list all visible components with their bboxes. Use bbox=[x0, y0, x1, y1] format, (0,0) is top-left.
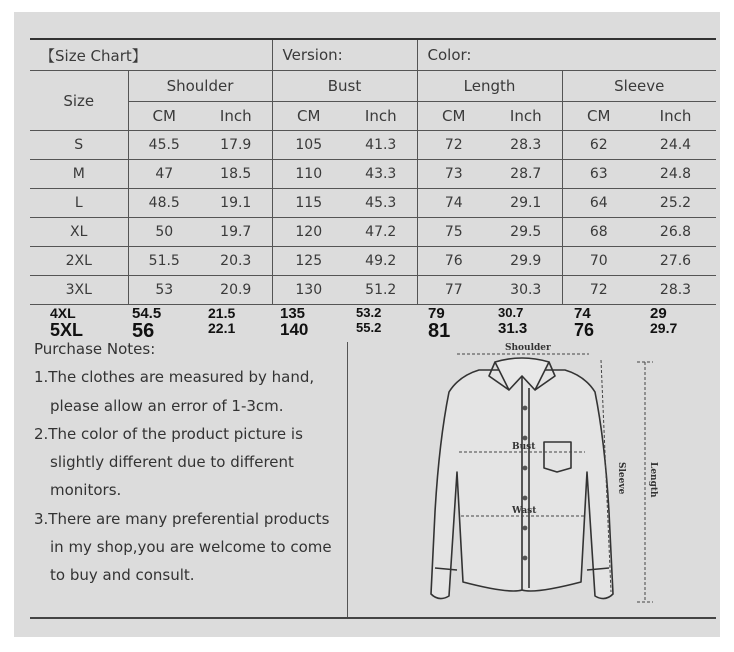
measurement-cell: 20.9 bbox=[200, 276, 272, 305]
measurement-cell: 19.7 bbox=[200, 218, 272, 247]
extra-measurement: 74 bbox=[574, 305, 591, 322]
note-line: in my shop,you are welcome to come bbox=[50, 538, 332, 557]
diagram-waist-label: Wast bbox=[512, 506, 537, 516]
measurement-cell: 62 bbox=[562, 131, 635, 160]
size-rows bbox=[30, 131, 716, 305]
measurement-cell: 17.9 bbox=[200, 131, 272, 160]
unit-header: CM bbox=[417, 102, 490, 131]
measurement-cell: 72 bbox=[417, 131, 490, 160]
extra-measurement: 29 bbox=[650, 305, 667, 322]
unit-header: Inch bbox=[345, 102, 417, 131]
measurement-cell: 29.1 bbox=[490, 189, 562, 218]
extra-measurement: 29.7 bbox=[650, 320, 678, 336]
measurement-cell: 19.1 bbox=[200, 189, 272, 218]
measurement-cell: 18.5 bbox=[200, 160, 272, 189]
measurement-cell: 70 bbox=[562, 247, 635, 276]
table-row bbox=[30, 276, 716, 305]
measurement-cell: 28.3 bbox=[635, 276, 716, 305]
measurement-cell: 28.3 bbox=[490, 131, 562, 160]
extra-measurement: 30.7 bbox=[498, 305, 524, 320]
table-row bbox=[30, 218, 716, 247]
measurement-cell: 74 bbox=[417, 189, 490, 218]
bust-header: Bust bbox=[272, 71, 417, 102]
version-label: Version: bbox=[272, 39, 417, 71]
size-cell: XL bbox=[30, 218, 128, 247]
measurement-cell: 53 bbox=[128, 276, 200, 305]
extra-measurement: 31.3 bbox=[498, 320, 528, 337]
unit-header: CM bbox=[128, 102, 200, 131]
extra-measurement: 56 bbox=[132, 320, 155, 342]
table-row bbox=[30, 247, 716, 276]
measurement-cell: 125 bbox=[272, 247, 345, 276]
measurement-cell: 68 bbox=[562, 218, 635, 247]
measurement-cell: 20.3 bbox=[200, 247, 272, 276]
unit-header: CM bbox=[272, 102, 345, 131]
measurement-cell: 28.7 bbox=[490, 160, 562, 189]
note-line: slightly different due to different bbox=[50, 453, 294, 472]
diagram-bust-label: Bust bbox=[512, 442, 536, 452]
unit-header: Inch bbox=[635, 102, 716, 131]
note-line: monitors. bbox=[50, 481, 122, 500]
purchase-notes bbox=[34, 335, 344, 590]
shirt-measurement-diagram bbox=[409, 332, 679, 612]
unit-header: Inch bbox=[490, 102, 562, 131]
purchase-notes-title: Purchase Notes: bbox=[34, 340, 156, 358]
sleeve-header: Sleeve bbox=[562, 71, 716, 102]
extra-size-label: 4XL bbox=[50, 305, 76, 321]
table-row bbox=[30, 160, 716, 189]
measurement-cell: 26.8 bbox=[635, 218, 716, 247]
measurement-cell: 63 bbox=[562, 160, 635, 189]
size-column-header: Size bbox=[30, 71, 128, 131]
measurement-cell: 45.5 bbox=[128, 131, 200, 160]
size-cell: S bbox=[30, 131, 128, 160]
extra-measurement: 135 bbox=[280, 305, 306, 322]
diagram-sleeve-label: Sleeve bbox=[616, 462, 626, 495]
diagram-shoulder-label: Shoulder bbox=[505, 343, 551, 353]
size-chart-table bbox=[30, 38, 716, 305]
extra-measurement: 79 bbox=[428, 305, 445, 322]
table-row bbox=[30, 189, 716, 218]
note-line: 3.There are many preferential products bbox=[34, 509, 330, 528]
measurement-cell: 105 bbox=[272, 131, 345, 160]
color-label: Color: bbox=[417, 39, 716, 71]
measurement-cell: 72 bbox=[562, 276, 635, 305]
measurement-cell: 73 bbox=[417, 160, 490, 189]
measurement-cell: 41.3 bbox=[345, 131, 417, 160]
measurement-cell: 27.6 bbox=[635, 247, 716, 276]
extra-measurement: 55.2 bbox=[356, 320, 382, 335]
measurement-cell: 25.2 bbox=[635, 189, 716, 218]
measurement-cell: 24.4 bbox=[635, 131, 716, 160]
measurement-cell: 110 bbox=[272, 160, 345, 189]
measurement-cell: 115 bbox=[272, 189, 345, 218]
extra-measurement: 22.1 bbox=[208, 320, 236, 336]
measurement-cell: 64 bbox=[562, 189, 635, 218]
table-row bbox=[30, 131, 716, 160]
size-cell: L bbox=[30, 189, 128, 218]
note-line: to buy and consult. bbox=[50, 566, 195, 585]
section-divider bbox=[347, 342, 348, 617]
extra-size-label: 5XL bbox=[50, 320, 84, 340]
unit-header: Inch bbox=[200, 102, 272, 131]
measurement-cell: 51.2 bbox=[345, 276, 417, 305]
measurement-cell: 30.3 bbox=[490, 276, 562, 305]
measurement-cell: 24.8 bbox=[635, 160, 716, 189]
size-cell: 3XL bbox=[30, 276, 128, 305]
size-chart-sheet bbox=[14, 12, 720, 637]
note-line: 1.The clothes are measured by hand, bbox=[34, 368, 315, 387]
measurement-cell: 29.9 bbox=[490, 247, 562, 276]
measurement-cell: 47 bbox=[128, 160, 200, 189]
measurement-cell: 77 bbox=[417, 276, 490, 305]
extra-measurement: 140 bbox=[280, 320, 309, 339]
size-chart-title: 【Size Chart】 bbox=[30, 39, 272, 71]
measurement-cell: 120 bbox=[272, 218, 345, 247]
extra-measurement: 21.5 bbox=[208, 305, 236, 321]
length-header: Length bbox=[417, 71, 562, 102]
measurement-cell: 130 bbox=[272, 276, 345, 305]
unit-header: CM bbox=[562, 102, 635, 131]
measurement-cell: 43.3 bbox=[345, 160, 417, 189]
extra-measurement: 53.2 bbox=[356, 305, 382, 320]
size-cell: 2XL bbox=[30, 247, 128, 276]
measurement-cell: 48.5 bbox=[128, 189, 200, 218]
diagram-length-label: Length bbox=[648, 462, 658, 498]
measurement-cell: 75 bbox=[417, 218, 490, 247]
measurement-cell: 76 bbox=[417, 247, 490, 276]
bottom-border bbox=[30, 617, 716, 619]
extra-measurement: 54.5 bbox=[132, 305, 162, 322]
shoulder-header: Shoulder bbox=[128, 71, 272, 102]
measurement-cell: 51.5 bbox=[128, 247, 200, 276]
measurement-cell: 47.2 bbox=[345, 218, 417, 247]
note-line: 2.The color of the product picture is bbox=[34, 424, 303, 443]
extra-measurement: 76 bbox=[574, 320, 595, 340]
measurement-cell: 50 bbox=[128, 218, 200, 247]
size-cell: M bbox=[30, 160, 128, 189]
note-line: please allow an error of 1-3cm. bbox=[50, 396, 284, 415]
measurement-cell: 49.2 bbox=[345, 247, 417, 276]
measurement-cell: 45.3 bbox=[345, 189, 417, 218]
measurement-cell: 29.5 bbox=[490, 218, 562, 247]
extra-measurement: 81 bbox=[428, 320, 451, 342]
